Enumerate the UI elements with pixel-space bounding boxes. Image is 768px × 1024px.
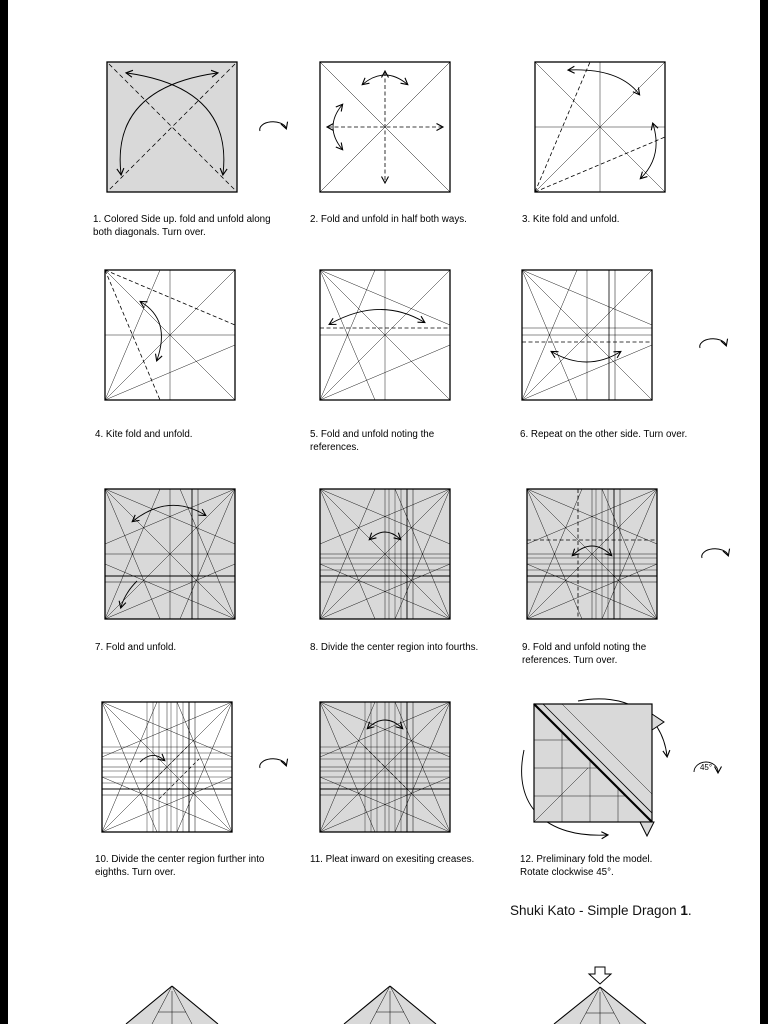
- step-6-diagram: [520, 268, 654, 402]
- turn-over-icon: [256, 116, 292, 138]
- step-9-caption: 9. Fold and unfold noting the references. Turn over.: [522, 642, 647, 666]
- step-2-diagram: [318, 60, 452, 194]
- step-7: [103, 487, 237, 621]
- step-12: [512, 698, 677, 848]
- next-page-preview-1: [124, 984, 220, 1024]
- step-5-caption: 5. Fold and unfold noting the references.: [310, 429, 435, 453]
- page-edge-right: [760, 0, 768, 1024]
- step-10-caption: 10. Divide the center region further into eighths. Turn over.: [95, 854, 265, 878]
- step-1: [105, 60, 239, 194]
- step-6: [520, 268, 654, 402]
- next-page-preview-diagram: [552, 966, 648, 1024]
- turn-over-icon: [696, 333, 732, 355]
- step-8: [318, 487, 452, 621]
- step-9: [525, 487, 659, 621]
- step-12-caption: 12. Preliminary fold the model. Rotate clockwise 45°.: [520, 854, 653, 878]
- step-5: [318, 268, 452, 402]
- step-2: [318, 60, 452, 194]
- step-11: [318, 700, 452, 834]
- step-4: [103, 268, 237, 402]
- rotate-45-icon: [688, 752, 728, 782]
- step-3: [533, 60, 667, 194]
- step-10-diagram: [100, 700, 234, 834]
- step-5-diagram: [318, 268, 452, 402]
- page-title-number: 1: [680, 903, 688, 918]
- push-arrow-icon: [589, 967, 611, 984]
- rotate-angle-label: 45°: [699, 763, 713, 772]
- page-title: [510, 903, 692, 918]
- step-8-caption: 8. Divide the center region into fourths.: [310, 642, 479, 653]
- step-4-diagram: [103, 268, 237, 402]
- step-1-diagram: [105, 60, 239, 194]
- page-edge-left: [0, 0, 8, 1024]
- next-page-preview-2: [342, 984, 438, 1024]
- step-3-diagram: [533, 60, 667, 194]
- step-1-caption: 1. Colored Side up. fold and unfold along both diagonals. Turn over.: [93, 214, 271, 238]
- turn-over-icon: [698, 543, 734, 565]
- step-2-caption: 2. Fold and unfold in half both ways.: [310, 214, 467, 225]
- step-9-diagram: [525, 487, 659, 621]
- step-11-diagram: [318, 700, 452, 834]
- next-page-preview-diagram: [342, 984, 438, 1024]
- step-3-caption: 3. Kite fold and unfold.: [522, 214, 620, 225]
- page-title-text: Shuki Kato - Simple Dragon: [510, 903, 681, 918]
- next-page-preview-diagram: [124, 984, 220, 1024]
- step-11-caption: 11. Pleat inward on exesiting creases.: [310, 854, 475, 865]
- corner-flap: [640, 822, 654, 836]
- next-page-preview-3: [552, 966, 648, 1024]
- page-title-period: .: [687, 903, 692, 918]
- step-6-caption: 6. Repeat on the other side. Turn over.: [520, 429, 688, 440]
- step-7-caption: 7. Fold and unfold.: [95, 642, 177, 653]
- step-12-diagram: [512, 698, 677, 848]
- turn-over-icon: [256, 753, 292, 775]
- step-10: [100, 700, 234, 834]
- step-4-caption: 4. Kite fold and unfold.: [95, 429, 193, 440]
- step-8-diagram: [318, 487, 452, 621]
- step-7-diagram: [103, 487, 237, 621]
